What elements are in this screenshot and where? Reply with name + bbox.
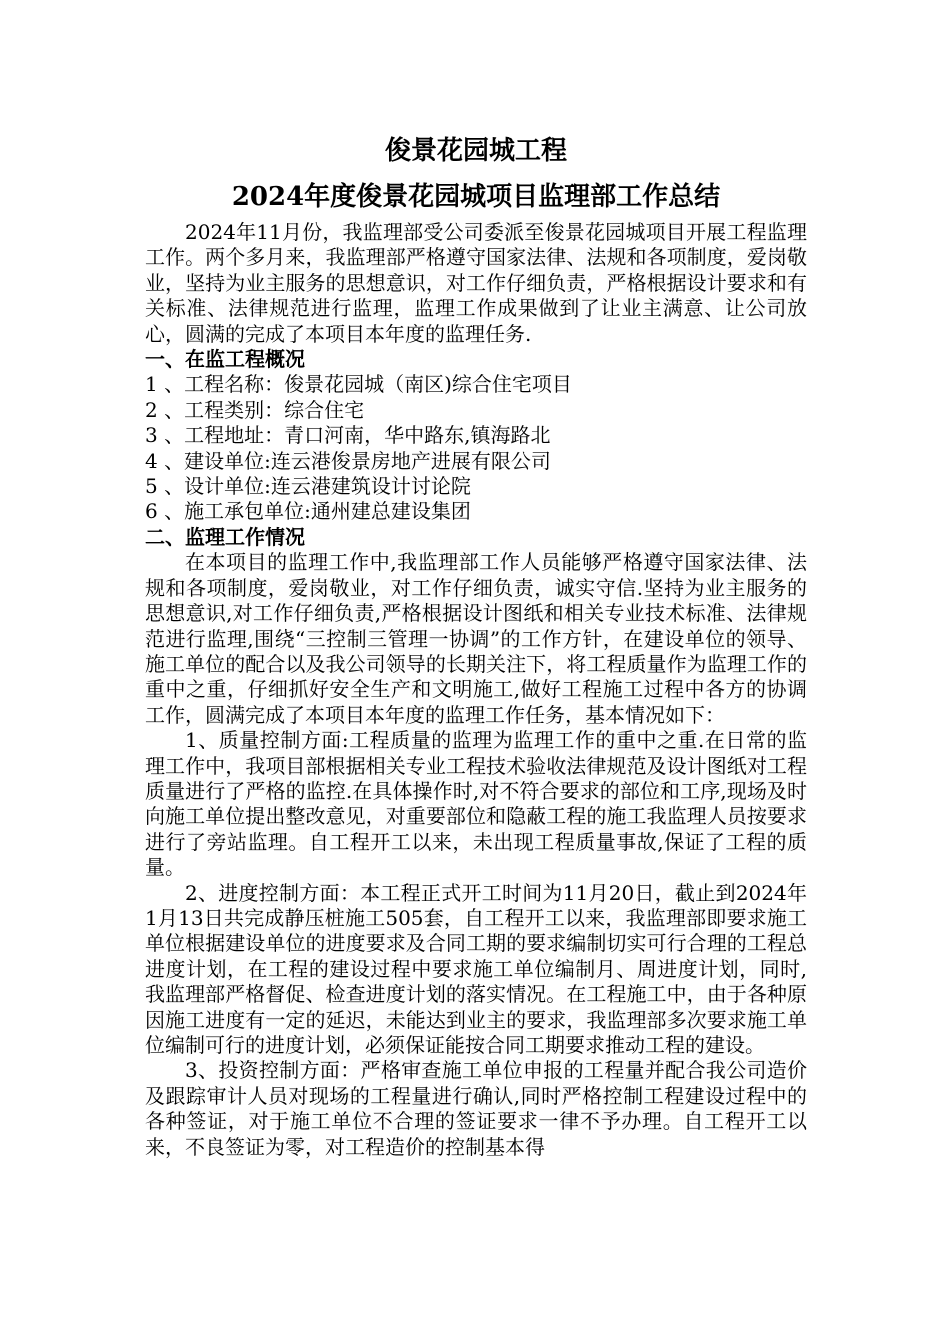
supervision-paragraph-schedule: 2、进度控制方面：本工程正式开工时间为11月20日，截止到2024年1月13日共完成静压桩施工505套，自工程开工以来，我监理部即要求施工单位根据建设单位的进度要求及合同工期的要求编制切实可行合理的工程总进度计划，在工程的建设过程中要求施工单位编制月、周进度计划，同时,我监理部严格督促、检查进度计划的落实情况。在工程施工中，由于各种原因施工进度有一定的延迟，未能达到业主的要求，我监理部多次要求施工单位编制可行的进度计划，必须保证能按合同工期要求推动工程的建设。 xyxy=(145,880,807,1057)
document-title: 俊景花园城工程 xyxy=(384,136,567,166)
section-heading-overview: 一、在监工程概况 xyxy=(145,347,305,372)
overview-item-name: 1 、工程名称：俊景花园城（南区)综合住宅项目 xyxy=(145,372,572,397)
supervision-paragraph-general: 在本项目的监理工作中,我监理部工作人员能够严格遵守国家法律、法规和各项制度，爱岗敬业，对工作仔细负责，诚实守信.坚持为业主服务的思想意识,对工作仔细负责,严格根据设计图纸和相关专业技术标准、法律规范进行监理,围绕“三控制三管理一协调”的工作方针，在建设单位的领导、施工单位的配合以及我公司领导的长期关注下，将工程质量作为监理工作的重中之重，仔细抓好安全生产和文明施工,做好工程施工过程中各方的协调工作，圆满完成了本项目本年度的监理工作任务，基本情况如下： xyxy=(145,550,807,727)
section-heading-supervision: 二、监理工作情况 xyxy=(145,524,305,549)
supervision-paragraph-investment: 3、投资控制方面：严格审查施工单位申报的工程量并配合我公司造价及跟踪审计人员对现场的工程量进行确认,同时严格控制工程建设过程中的各种签证，对于施工单位不合理的签证要求一律不予办理。自工程开工以来，不良签证为零，对工程造价的控制基本得 xyxy=(145,1058,807,1159)
overview-item-type: 2 、工程类别：综合住宅 xyxy=(145,397,365,422)
document-subtitle: 2024年度俊景花园城项目监理部工作总结 xyxy=(231,182,721,212)
overview-item-developer: 4 、建设单位:连云港俊景房地产进展有限公司 xyxy=(145,448,551,473)
document-page xyxy=(145,128,807,1160)
intro-paragraph: 2024年11月份，我监理部受公司委派至俊景花园城项目开展工程监理工作。两个多月来，我监理部严格遵守国家法律、法规和各项制度，爱岗敬业，坚持为业主服务的思想意识，对工作仔细负责，严格根据设计要求和有关标准、法律规范进行监理，监理工作成果做到了让业主满意、让公司放心，圆满的完成了本项目本年度的监理任务. xyxy=(145,220,807,346)
overview-item-contractor: 6 、施工承包单位:通州建总建设集团 xyxy=(145,499,471,524)
overview-item-address: 3 、工程地址：青口河南，华中路东,镇海路北 xyxy=(145,423,551,448)
overview-item-designer: 5 、设计单位:连云港建筑设计讨论院 xyxy=(145,474,471,499)
supervision-paragraph-quality: 1、质量控制方面:工程质量的监理为监理工作的重中之重.在日常的监理工作中，我项目部根据相关专业工程技术验收法律规范及设计图纸对工程质量进行了严格的监控.在具体操作时,对不符合要求的部位和工序,现场及时向施工单位提出整改意见，对重要部位和隐蔽工程的施工我监理人员按要求进行了旁站监理。自工程开工以来，未出现工程质量事故,保证了工程的质量。 xyxy=(145,728,807,880)
